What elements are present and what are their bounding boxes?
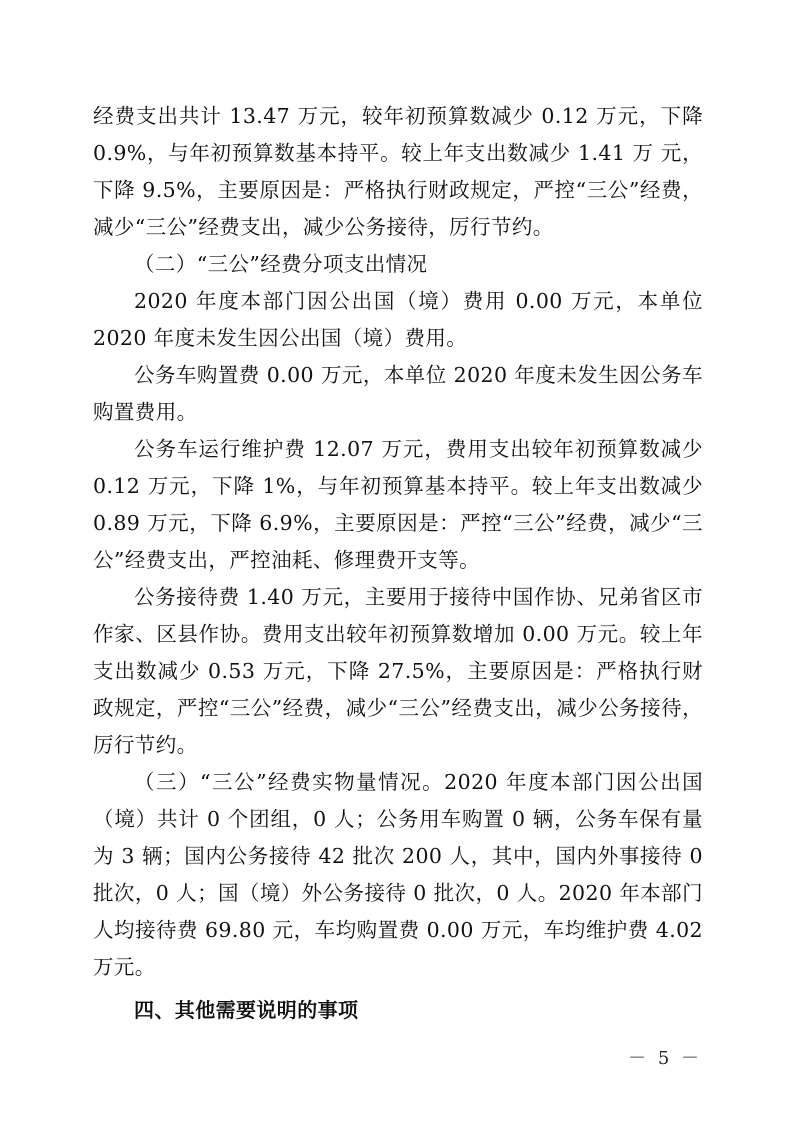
- page-number: － 5 －: [628, 1048, 702, 1069]
- subheading-item-expenses: （二）“三公”经费分项支出情况: [134, 252, 428, 276]
- paragraph-vehicle-purchase: 公务车购置费 0.00 万元，本单位 2020 年度未发生因公务车购置费用。: [93, 363, 703, 424]
- paragraph-overseas-travel: 2020 年度本部门因公出国（境）费用 0.00 万元，本单位 2020 年度未发生因公出国（境）费用。: [93, 289, 703, 350]
- document-body: [93, 98, 703, 1029]
- paragraph-physical-quantity: （三）“三公”经费实物量情况。2020 年度本部门因公出国（境）共计 0 个团组，0 人；公务用车购置 0 辆，公务车保有量为 3 辆；国内公务接待 42 批次 200 人，其中，国内外事接待 0 批次，0 人；国（境）外公务接待 0 批次，0 人。2020 年本部门人均接待费 69.80 元，车均购置费 0.00 万元，车均维护费 4.02 万元。: [93, 770, 703, 979]
- paragraph-expense-summary: 经费支出共计 13.47 万元，较年初预算数减少 0.12 万元，下降 0.9%，与年初预算数基本持平。较上年支出数减少 1.41 万 元，下降 9.5%，主要原因是：严格执行财政规定，严控“三公”经费，减少“三公”经费支出，减少公务接待，厉行节约。: [93, 104, 703, 239]
- section-heading-other-matters: 四、其他需要说明的事项: [134, 998, 359, 1022]
- paragraph-vehicle-maintenance: 公务车运行维护费 12.07 万元，费用支出较年初预算数减少 0.12 万元，下降 1%，与年初预算基本持平。较上年支出数减少 0.89 万元，下降 6.9%，主要原因是：严控“三公”经费，减少“三公”经费支出，严控油耗、修理费开支等。: [93, 437, 703, 572]
- paragraph-reception: 公务接待费 1.40 万元，主要用于接待中国作协、兄弟省区市作家、区县作协。费用支出较年初预算数增加 0.00 万元。较上年支出数减少 0.53 万元，下降 27.5%，主要原因是：严格执行财政规定，严控“三公”经费，减少“三公”经费支出，减少公务接待，厉行节约。: [93, 585, 703, 757]
